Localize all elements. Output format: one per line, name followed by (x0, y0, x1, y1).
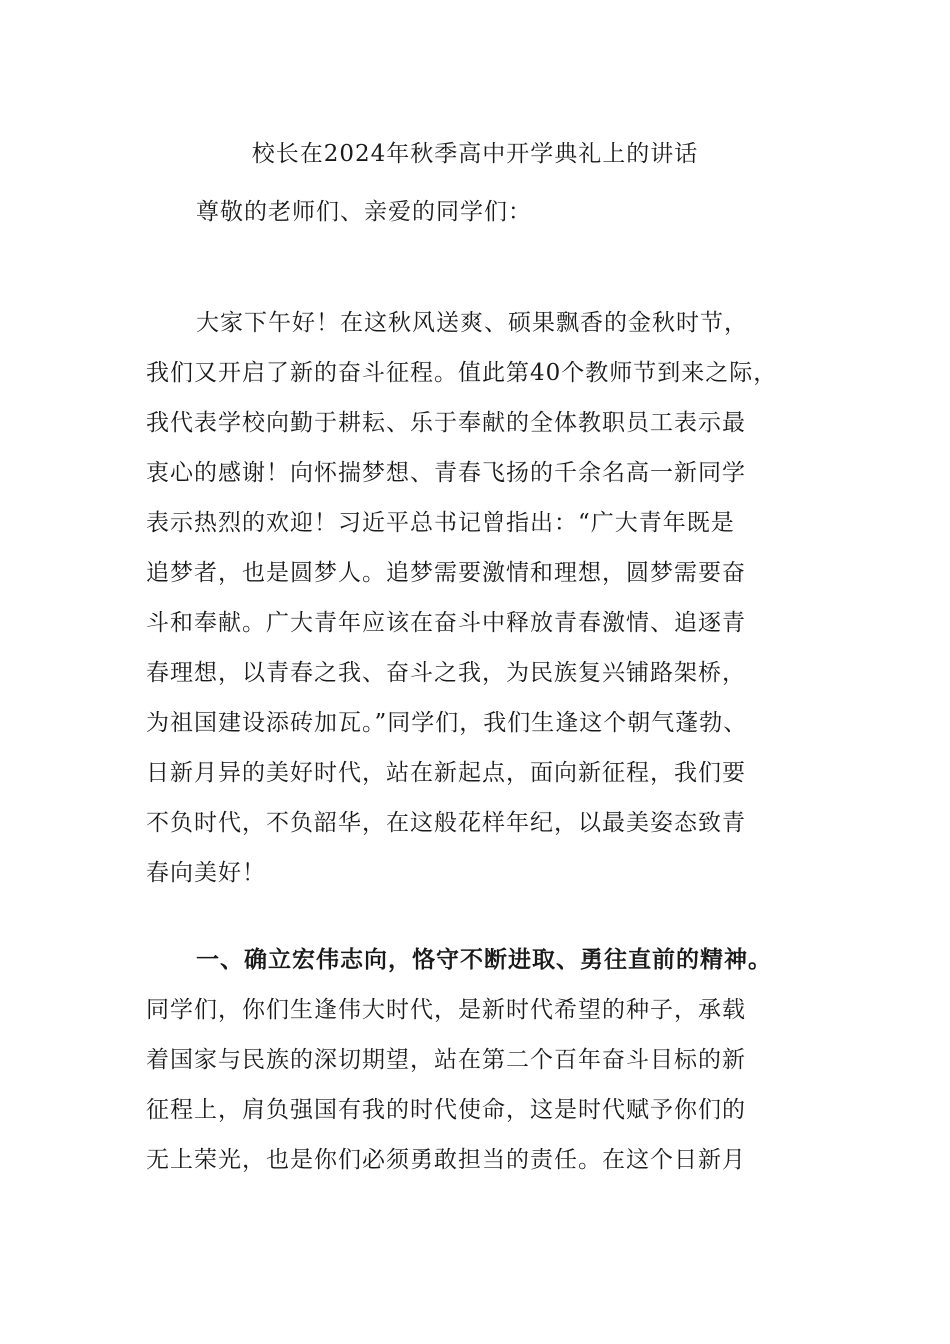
paragraph-line: 日新月异的美好时代，站在新起点，面向新征程，我们要 (146, 760, 746, 786)
paragraph-line: 我们又开启了新的奋斗征程。值此第40个教师节到来之际， (146, 360, 778, 386)
paragraph-line: 追梦者，也是圆梦人。追梦需要激情和理想，圆梦需要奋 (146, 560, 746, 586)
section-1-paragraph (146, 935, 826, 1185)
paragraph-line: 着国家与民族的深切期望，站在第二个百年奋斗目标的新 (146, 1047, 746, 1073)
paragraph-line: 为祖国建设添砖加瓦。”同学们，我们生逢这个朝气蓬勃、 (146, 710, 748, 736)
paragraph-line: 斗和奉献。广大青年应该在奋斗中释放青春激情、追逐青 (146, 610, 746, 636)
paragraph-line: 大家下午好！在这秋风送爽、硕果飘香的金秋时节， (196, 310, 748, 336)
document-title: 校长在2024年秋季高中开学典礼上的讲话 (251, 141, 699, 167)
section-heading: 一、确立宏伟志向，恪守不断进取、勇往直前的精神。 (196, 946, 772, 973)
intro-paragraph (146, 298, 826, 898)
paragraph-line: 不负时代，不负韶华，在这般花样年纪，以最美姿态致青 (146, 810, 746, 836)
paragraph-line: 春向美好！ (146, 860, 266, 886)
paragraph-line: 征程上，肩负强国有我的时代使命，这是时代赋予你们的 (146, 1097, 746, 1123)
paragraph-line: 同学们，你们生逢伟大时代，是新时代希望的种子，承载 (146, 997, 746, 1023)
paragraph-line: 春理想，以青春之我、奋斗之我，为民族复兴铺路架桥， (146, 660, 746, 686)
paragraph-line: 无上荣光，也是你们必须勇敢担当的责任。在这个日新月 (146, 1147, 746, 1173)
paragraph-line: 我代表学校向勤于耕耘、乐于奉献的全体教职员工表示最 (146, 410, 746, 436)
paragraph-line: 表示热烈的欢迎！习近平总书记曾指出：“广大青年既是 (146, 510, 735, 536)
paragraph-line: 衷心的感谢！向怀揣梦想、青春飞扬的千余名高一新同学 (146, 460, 746, 486)
salutation: 尊敬的老师们、亲爱的同学们： (196, 199, 532, 225)
